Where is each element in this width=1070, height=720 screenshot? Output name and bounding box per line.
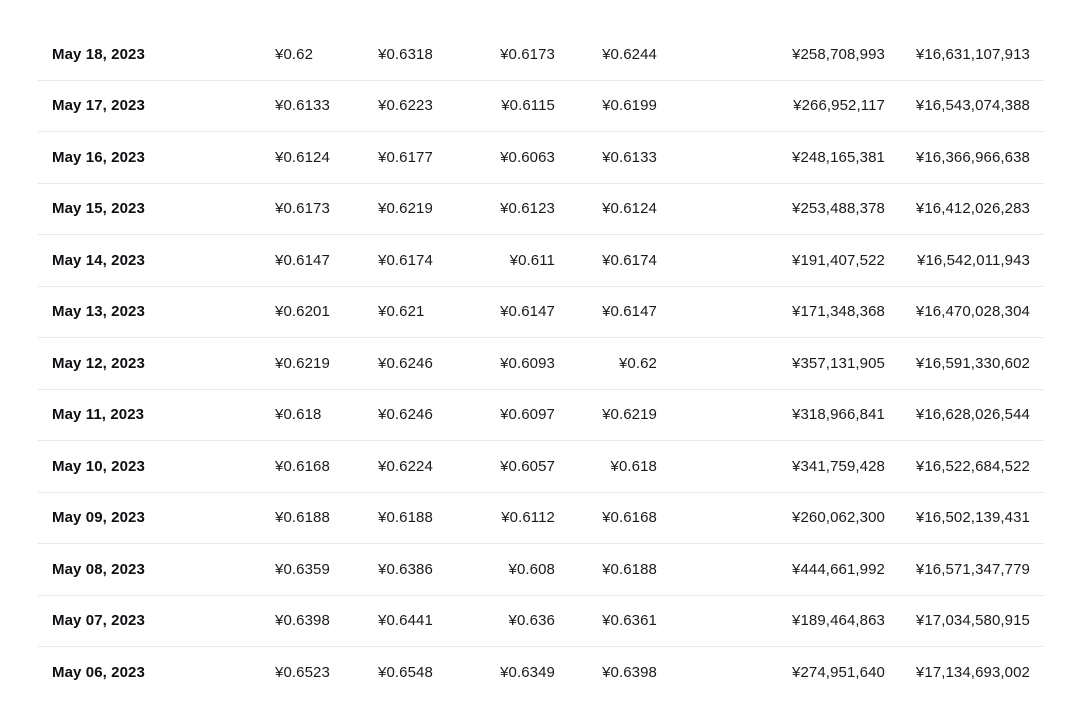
close-price-cell: ¥0.6147 (602, 303, 657, 321)
date-cell: May 13, 2023 (52, 303, 145, 321)
high-price-cell: ¥0.6441 (378, 612, 433, 630)
table-row (38, 184, 1044, 236)
low-price-cell: ¥0.636 (508, 612, 555, 630)
table-body (38, 29, 1044, 699)
high-price-cell: ¥0.6318 (378, 45, 433, 63)
volume-cell: ¥248,165,381 (792, 148, 885, 166)
low-price-cell: ¥0.608 (508, 560, 555, 578)
table-row (38, 647, 1044, 699)
volume-cell: ¥191,407,522 (792, 251, 885, 269)
close-price-cell: ¥0.6199 (602, 97, 657, 115)
date-cell: May 09, 2023 (52, 509, 145, 527)
date-cell: May 08, 2023 (52, 560, 145, 578)
volume-cell: ¥357,131,905 (792, 354, 885, 372)
date-cell: May 06, 2023 (52, 664, 145, 682)
high-price-cell: ¥0.6548 (378, 664, 433, 682)
open-price-cell: ¥0.6201 (275, 303, 330, 321)
historical-data-table (38, 29, 1044, 699)
close-price-cell: ¥0.6188 (602, 560, 657, 578)
low-price-cell: ¥0.6123 (500, 200, 555, 218)
volume-cell: ¥341,759,428 (792, 457, 885, 475)
high-price-cell: ¥0.6219 (378, 200, 433, 218)
high-price-cell: ¥0.6223 (378, 97, 433, 115)
table-row (38, 29, 1044, 81)
volume-cell: ¥266,952,117 (793, 97, 885, 115)
market-cap-cell: ¥16,571,347,779 (915, 560, 1030, 578)
open-price-cell: ¥0.618 (275, 406, 322, 424)
table-row (38, 287, 1044, 339)
low-price-cell: ¥0.6349 (500, 664, 555, 682)
market-cap-cell: ¥16,502,139,431 (915, 509, 1030, 527)
close-price-cell: ¥0.6174 (602, 251, 657, 269)
close-price-cell: ¥0.6361 (602, 612, 657, 630)
low-price-cell: ¥0.6115 (501, 97, 555, 115)
market-cap-cell: ¥16,542,011,943 (917, 251, 1030, 269)
table-row (38, 338, 1044, 390)
volume-cell: ¥444,661,992 (792, 560, 885, 578)
volume-cell: ¥274,951,640 (792, 664, 885, 682)
high-price-cell: ¥0.6246 (378, 406, 433, 424)
low-price-cell: ¥0.6173 (500, 45, 555, 63)
open-price-cell: ¥0.6168 (275, 457, 330, 475)
market-cap-cell: ¥17,134,693,002 (915, 664, 1030, 682)
low-price-cell: ¥0.6093 (500, 354, 555, 372)
close-price-cell: ¥0.6133 (602, 148, 657, 166)
table-row (38, 441, 1044, 493)
close-price-cell: ¥0.6244 (602, 45, 657, 63)
volume-cell: ¥189,464,863 (792, 612, 885, 630)
low-price-cell: ¥0.6097 (500, 406, 555, 424)
high-price-cell: ¥0.6386 (378, 560, 433, 578)
date-cell: May 16, 2023 (52, 148, 145, 166)
close-price-cell: ¥0.618 (610, 457, 657, 475)
open-price-cell: ¥0.6133 (275, 97, 330, 115)
volume-cell: ¥253,488,378 (792, 200, 885, 218)
low-price-cell: ¥0.611 (509, 251, 555, 269)
market-cap-cell: ¥16,470,028,304 (915, 303, 1030, 321)
low-price-cell: ¥0.6147 (500, 303, 555, 321)
date-cell: May 15, 2023 (52, 200, 145, 218)
market-cap-cell: ¥16,543,074,388 (915, 97, 1030, 115)
open-price-cell: ¥0.62 (275, 45, 314, 63)
low-price-cell: ¥0.6063 (500, 148, 555, 166)
table-row (38, 81, 1044, 133)
close-price-cell: ¥0.6168 (602, 509, 657, 527)
close-price-cell: ¥0.6124 (602, 200, 657, 218)
close-price-cell: ¥0.6219 (602, 406, 657, 424)
open-price-cell: ¥0.6173 (275, 200, 330, 218)
table-row (38, 390, 1044, 442)
open-price-cell: ¥0.6523 (275, 664, 330, 682)
table-row (38, 544, 1044, 596)
date-cell: May 14, 2023 (52, 251, 145, 269)
market-cap-cell: ¥16,591,330,602 (915, 354, 1030, 372)
table-row (38, 235, 1044, 287)
market-cap-cell: ¥16,522,684,522 (915, 457, 1030, 475)
volume-cell: ¥318,966,841 (792, 406, 885, 424)
open-price-cell: ¥0.6188 (275, 509, 330, 527)
table-row (38, 132, 1044, 184)
date-cell: May 10, 2023 (52, 457, 145, 475)
volume-cell: ¥171,348,368 (792, 303, 885, 321)
high-price-cell: ¥0.621 (378, 303, 425, 321)
date-cell: May 07, 2023 (52, 612, 145, 630)
close-price-cell: ¥0.6398 (602, 664, 657, 682)
high-price-cell: ¥0.6188 (378, 509, 433, 527)
open-price-cell: ¥0.6147 (275, 251, 330, 269)
close-price-cell: ¥0.62 (618, 354, 657, 372)
open-price-cell: ¥0.6219 (275, 354, 330, 372)
market-cap-cell: ¥16,412,026,283 (915, 200, 1030, 218)
market-cap-cell: ¥16,628,026,544 (915, 406, 1030, 424)
low-price-cell: ¥0.6057 (500, 457, 555, 475)
high-price-cell: ¥0.6246 (378, 354, 433, 372)
market-cap-cell: ¥16,366,966,638 (915, 148, 1030, 166)
date-cell: May 18, 2023 (52, 45, 145, 63)
high-price-cell: ¥0.6177 (378, 148, 433, 166)
low-price-cell: ¥0.6112 (501, 509, 555, 527)
open-price-cell: ¥0.6359 (275, 560, 330, 578)
market-cap-cell: ¥17,034,580,915 (915, 612, 1030, 630)
volume-cell: ¥258,708,993 (792, 45, 885, 63)
date-cell: May 12, 2023 (52, 354, 145, 372)
open-price-cell: ¥0.6398 (275, 612, 330, 630)
date-cell: May 11, 2023 (52, 406, 145, 424)
volume-cell: ¥260,062,300 (792, 509, 885, 527)
date-cell: May 17, 2023 (52, 97, 145, 115)
high-price-cell: ¥0.6224 (378, 457, 433, 475)
table-row (38, 596, 1044, 648)
high-price-cell: ¥0.6174 (378, 251, 433, 269)
open-price-cell: ¥0.6124 (275, 148, 330, 166)
table-row (38, 493, 1044, 545)
market-cap-cell: ¥16,631,107,913 (915, 45, 1030, 63)
